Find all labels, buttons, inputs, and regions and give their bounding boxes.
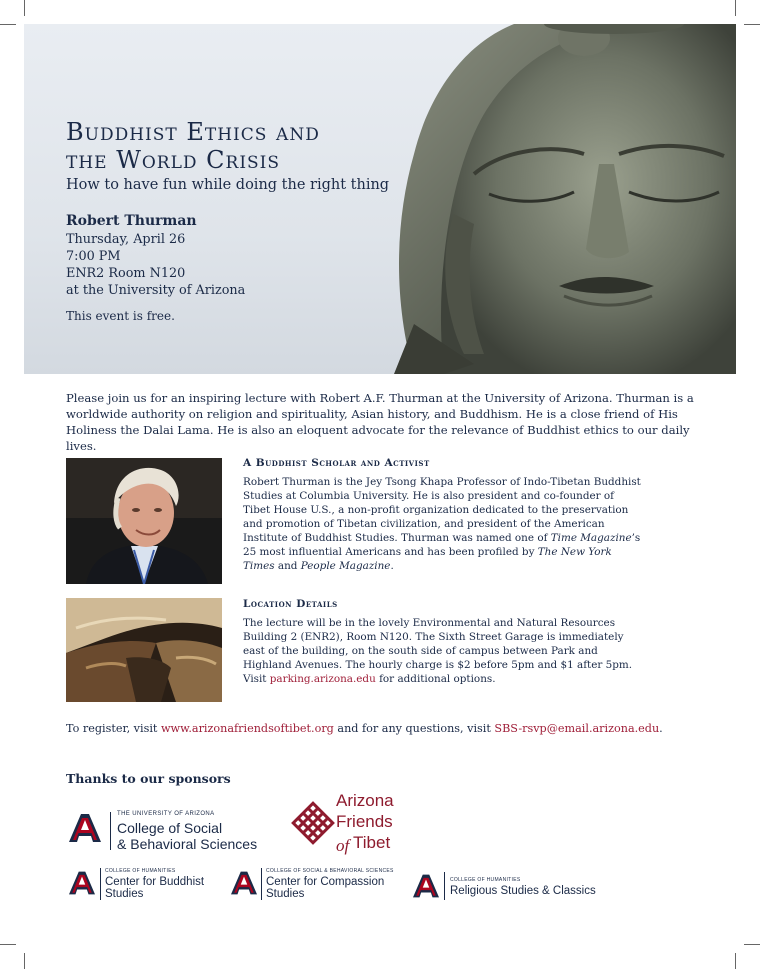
university-of-arizona-logo-icon xyxy=(67,812,103,844)
crop-mark xyxy=(0,24,16,25)
ccs-name-line-1: Center for Compassion xyxy=(266,876,385,888)
csbs-university-label: THE UNIVERSITY OF ARIZONA xyxy=(117,811,215,817)
crop-mark xyxy=(744,944,760,945)
endless-knot-icon xyxy=(290,796,336,850)
crop-mark xyxy=(24,953,25,969)
scholar-paragraph xyxy=(243,475,643,573)
register-site-link[interactable]: www.arizonafriendsoftibet.org xyxy=(160,722,334,735)
scholar-text-3: and xyxy=(274,560,301,572)
event-venue: at the University of Arizona xyxy=(66,283,246,298)
register-line xyxy=(66,722,663,735)
aft-name-arizona: Arizona xyxy=(336,791,394,810)
event-date: Thursday, April 26 xyxy=(66,232,186,247)
csbs-name-line-1: College of Social xyxy=(117,820,223,836)
logo-divider xyxy=(444,872,445,900)
crop-mark xyxy=(0,944,16,945)
building-photo xyxy=(66,598,222,702)
csbs-name-line-2: & Behavioral Sciences xyxy=(117,836,258,852)
aft-name-friends: Friends xyxy=(336,812,393,831)
event-title xyxy=(66,118,320,174)
crop-mark xyxy=(24,0,25,16)
crop-mark xyxy=(735,0,736,16)
location-paragraph xyxy=(243,616,643,686)
location-text: The lecture will be in the lovely Environmental and Natural Resources Building 2 (ENR2), Room N120. The Sixth Street Garage is immediately east of the building, on the south side of campus between Park and Highland Avenues. The hourly charge is $2 before 5pm and $1 after 5pm. Visit xyxy=(243,617,633,685)
university-of-arizona-logo-icon xyxy=(411,873,441,899)
logo-divider xyxy=(261,868,262,900)
event-subtitle: How to have fun while doing the right thing xyxy=(66,177,390,193)
location-heading: Location Details xyxy=(243,598,338,610)
event-time: 7:00 PM xyxy=(66,249,121,264)
register-middle: and for any questions, visit xyxy=(333,722,495,735)
cbs-name-line-2: Studies xyxy=(105,888,144,900)
scholar-italic-time: Time Magazine xyxy=(550,532,632,544)
scholar-text-4: . xyxy=(390,560,394,572)
rsvp-email-link[interactable]: SBS-rsvp@email.arizona.edu xyxy=(494,722,660,735)
thurman-portrait-photo xyxy=(66,458,222,584)
university-of-arizona-logo-icon xyxy=(67,870,97,896)
rsc-college-label: COLLEGE OF HUMANITIES xyxy=(450,877,521,883)
logo-divider xyxy=(110,812,111,850)
sponsors-heading: Thanks to our sponsors xyxy=(66,771,231,786)
buddha-statue-image xyxy=(354,24,736,374)
rsc-name: Religious Studies & Classics xyxy=(450,885,596,897)
scholar-heading: A Buddhist Scholar and Activist xyxy=(243,457,430,469)
crop-mark xyxy=(735,953,736,969)
hero-banner xyxy=(24,24,736,374)
register-suffix: . xyxy=(659,722,663,735)
event-room: ENR2 Room N120 xyxy=(66,266,186,281)
ccs-name-line-2: Studies xyxy=(266,888,305,900)
title-line-1: Buddhist Ethics and xyxy=(66,118,320,146)
intro-paragraph: Please join us for an inspiring lecture with Robert A.F. Thurman at the University of Arizona. Thurman is a worldwide authority on religion and spirituality, Asian history, and Buddhism. He is a close friend of His Holiness the Dalai Lama. He is also an eloquent advocate for the relevance of Buddhist ethics to our daily lives. xyxy=(66,391,694,453)
aft-name-of: of xyxy=(336,836,350,855)
location-text-after: for additional options. xyxy=(375,673,496,685)
parking-link[interactable]: parking.arizona.edu xyxy=(269,673,376,685)
logo-divider xyxy=(100,868,101,900)
speaker-name: Robert Thurman xyxy=(66,213,197,229)
crop-mark xyxy=(744,24,760,25)
price-note: This event is free. xyxy=(66,309,175,323)
title-line-2: the World Crisis xyxy=(66,146,281,174)
cbs-college-label: COLLEGE OF HUMANITIES xyxy=(105,868,176,874)
scholar-text-1: Robert Thurman is the Jey Tsong Khapa Professor of Indo-Tibetan Buddhist Studies at Columbia University. He is also president and co-founder of Tibet House U.S., a non-profit organization dedicated to the preservation and promotion of Tibetan civilization, and president of the American Institute of Buddhist Studies. Thurman was named one of xyxy=(243,476,641,544)
cbs-name-line-1: Center for Buddhist xyxy=(105,876,205,888)
ccs-college-label: COLLEGE OF SOCIAL & BEHAVIORAL SCIENCES xyxy=(266,868,394,874)
scholar-italic-people: People Magazine xyxy=(300,560,391,572)
scholar-italic-nyt: The New York Times xyxy=(243,546,612,572)
scholar-text-2: ’s 25 most influential Americans and has been profiled by xyxy=(243,532,641,558)
university-of-arizona-logo-icon xyxy=(229,870,259,896)
aft-name-tibet: Tibet xyxy=(353,833,391,852)
register-prefix: To register, visit xyxy=(66,722,161,735)
